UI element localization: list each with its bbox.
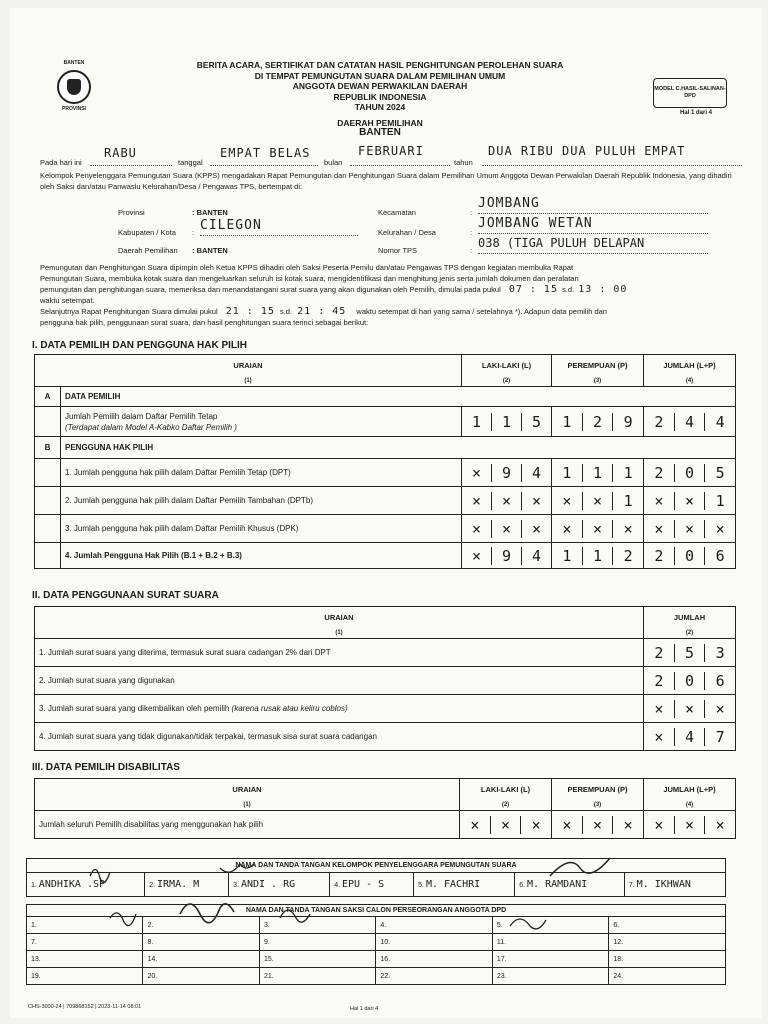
- kabupaten-label: Kabupaten / Kota: [118, 228, 176, 237]
- digit-box: ×: [471, 519, 482, 538]
- title-line: TAHUN 2024: [354, 102, 406, 112]
- procedure-paragraph: [40, 262, 740, 328]
- digit-box: ×: [654, 727, 664, 746]
- head-jumlah: JUMLAH (L+P): [644, 355, 736, 377]
- kecamatan-label: Kecamatan: [378, 208, 416, 217]
- digit-box: ×: [470, 815, 480, 834]
- section3-table: [34, 778, 736, 839]
- saksi-cell: 18.: [609, 951, 726, 968]
- provinsi-label: Provinsi: [118, 208, 145, 217]
- bulan-label: bulan: [324, 158, 343, 167]
- saksi-cell: 3.: [259, 917, 375, 934]
- b3-label: 3. Jumlah pengguna hak pilih dalam Daftar Pemilih Khusus (DPK): [61, 515, 462, 543]
- digit-box: 6: [704, 547, 735, 565]
- signature-mark: [180, 904, 234, 923]
- head-uraian: URAIAN: [35, 355, 462, 377]
- signature-mark: [280, 910, 310, 922]
- saksi-cell: 23.: [492, 968, 608, 985]
- col-num: (3): [552, 377, 644, 387]
- col-num: (3): [552, 801, 644, 811]
- procedure-line: pengguna hak pilih, penggunaan surat suara, dan hasil penghitungan suara terinci sebagai berikut:: [40, 318, 369, 327]
- digit-box: ×: [520, 816, 551, 834]
- digit-box: 1: [491, 413, 521, 431]
- saksi-cell: 19.: [27, 968, 143, 985]
- tps-label: Nomor TPS: [378, 246, 418, 255]
- digit-box: 5: [521, 413, 551, 431]
- digit-box: 2: [582, 413, 613, 431]
- kpps-title: NAMA DAN TANDA TANGAN KELOMPOK PENYELENGGARA PEMUNGUTAN SUARA: [27, 859, 726, 873]
- digit-box: ×: [490, 816, 521, 834]
- signature-mark: [90, 869, 110, 882]
- digit-box: 2: [654, 546, 664, 565]
- col-num: (1): [35, 377, 462, 387]
- logo-text-bottom: PROVINSI: [62, 106, 86, 112]
- digit-box: 6: [704, 672, 735, 690]
- digit-box: 0: [674, 672, 705, 690]
- saksi-cell: 14.: [143, 951, 259, 968]
- tanggal-value: EMPAT BELAS: [210, 146, 318, 166]
- kpps-name: ANDHIKA .SP: [38, 879, 106, 890]
- b4-label: 4. Jumlah Pengguna Hak Pilih (B.1 + B.2 + B.3): [61, 543, 462, 569]
- pada-hari-label: Pada hari ini: [40, 158, 82, 167]
- sd-label: s.d.: [279, 307, 293, 316]
- tps-value: 038 (TIGA PULUH DELAPAN: [478, 236, 708, 254]
- kpps-member: 6. M. RAMDANI: [515, 873, 625, 897]
- col-num: (2): [644, 629, 736, 639]
- saksi-cell: 17.: [492, 951, 608, 968]
- digit-box: 2: [654, 463, 664, 482]
- digit-box: ×: [471, 491, 482, 510]
- document-page: BANTEN PROVINSI BERITA ACARA, SERTIFIKAT DAN CATATAN HASIL PENGHITUNGAN PEROLEHAN SUARA DI TEMPAT PEMUNGUTAN SUARA DALAM PEMILIHAN UMUM ANGGOTA DEWAN PERWAKILAN DAERAH REPUBLIK INDONESIA TAHUN 2024 DAERAH PEMILIHAN BANTEN MODEL C.HASIL-SALINAN-DPD Hal 1 dari 4 Pada hari ini RABU tanggal EMPAT BELAS bulan FEBRUARI tahun DUA RIBU DUA PULUH EMPAT Kelompok Penyelenggara Pemungutan Suara (KPPS) mengadakan Rapat Pemungutan dan Penghitungan Suara dalam Pemilihan Umum Anggota Dewan Perwakilan Daerah Republik Indonesia, yang dihadiri oleh Saksi dan/atau Panwaslu Kelurahan/Desa / Pengawas TPS, bertempat di: Provinsi : BANTEN Kabupaten / Kota : CILEGON Daerah Pemilihan : BANTEN Kecamatan : JOMBANG Kelurahan / Desa : JOMBANG WETAN Nomor TPS : 038 (TIGA PULUH DELAPAN Pemungutan dan Penghitungan Suara dipimpin oleh Ketua KPPS dihadiri oleh Saksi Peserta Pemilu dan/atau Pengawas TPS dengan kegiatan membuka Rapat Pemungutan Suara, membuka kotak suara dan mengeluarkan seluruh isi kotak suara, mengidentifikasi dan menghitung jenis serta jumlah dokumen dan peralatan pemungutan dan penghitungan suara, memeriksa dan menandatangani surat suara yang akan digunakan oleh Pemilih, dimulai pada pukul 07 : 15 s.d. 13 : 00 waktu setempat. Selanjutnya Rapat Penghitungan Suara dimulai pukul 21 : 15 s.d. 21 : 45 waktu setempat di hari yang sama / setelahnya *). Adapun data pemilih dan pengguna hak pilih, penggunaan surat suara, dan hasil penghitungan suara terinci sebagai berikut: I. DATA PEMILIH DAN PENGGUNA HAK PILIH URAIAN LAKI-LAKI (L) PEREMPUAN (P) JUMLAH (L+P) (1) (2) (3) (4) A DATA PEMILIH Jumlah Pemilih dalam Daftar Pemilih Tetap (Terdapat dalam Model A-Kabko Daftar Pemilih ) 1 1 5 1 2 9 2 4 4 B PENGGUNA HAK PILIH 1. Jumlah pengguna hak pilih dalam Daftar Pemilih Tetap (DPT) × 9 4 1 1 1 2 0 5 2. Jumlah pengguna hak pilih dalam Daftar Pemilih Tambahan (DPTb) × × × × × 1 × × 1 3. Jumlah pengguna hak pilih dalam Daftar Pemilih Khusus (DPK) × × × × × × × × × 4. Jumlah Pengguna Hak Pilih (B.1 + B.2 + B.3) × 9 4 1 1 2 2 0 6 II. DATA PENGGUNAAN SURAT SUARA URAIAN JUMLAH (1) (2) 1. Jumlah surat suara yang diterima, termasuk surat suara cadangan 2% dari DPT 2 5 3 2. Jumlah surat suara yang digunakan 2 0 6 3. Jumlah surat suara yang dikembalikan oleh pemilih (karena rusak atau keliru coblos) × × × 4. Jumlah surat suara yang tidak digunakan/tidak terpakai, termasuk sisa surat suara cadangan × 4 7 III. DATA PEMILIH DISABILITAS URAIAN LAKI-LAKI (L) PEREMPUAN (P) JUMLAH (L+P) (1) (2) (3) (4) Jumlah seluruh Pemilih disabilitas yang menggunakan hak pilih × × × × × × × × × NAMA DAN TANDA TANGAN KELOMPOK PENYELENGGARA PEMUNGUTAN SUARA 1. ANDHIKA .SP 2. IRMA. M 3. ANDI . RG 4. EPU - S 5. M. FACHRI 6. M. RAMDANI 7. M. IKHWAN NAMA DAN TANDA TANGAN SAKSI CALON PERSEORANGAN ANGGOTA DPD 1. 2. 3. 4. 5. 6. 7. 8. 9. 10. 11. 12. 13. 14. 15. 16. 17. 18. 19. 20. 21. 22. 23. 24. CHS-3000-24 | 709868152 | 2023-11-14 08:01 Hal 1 dari 4: [10, 8, 762, 1018]
- digit-box: ×: [562, 519, 572, 538]
- logo-text-top: BANTEN: [63, 60, 85, 66]
- digit-box: 1: [612, 464, 643, 482]
- digit-box: ×: [704, 816, 735, 834]
- daerah-pemilihan-value: : BANTEN: [192, 246, 228, 255]
- digit-box: ×: [674, 700, 705, 718]
- saksi-cell: 1.: [27, 917, 143, 934]
- tahun-value: DUA RIBU DUA PULUH EMPAT: [482, 144, 742, 166]
- kpu-emblem-icon: [57, 70, 91, 104]
- digit-box: ×: [562, 815, 572, 834]
- digit-box: ×: [654, 491, 664, 510]
- digit-box: ×: [704, 520, 735, 538]
- b1-label: 1. Jumlah pengguna hak pilih dalam Daftar Pemilih Tetap (DPT): [61, 459, 462, 487]
- digit-box: ×: [654, 519, 664, 538]
- saksi-cell: 6.: [609, 917, 726, 934]
- penghitungan-end-time: 21 : 45: [297, 306, 347, 317]
- digit-box: 1: [704, 492, 735, 510]
- head-laki: LAKI-LAKI (L): [460, 779, 552, 801]
- kpps-name: EPU - S: [342, 879, 385, 890]
- saksi-cell: 7.: [27, 934, 143, 951]
- kpps-member: 3. ANDI . RG: [229, 873, 330, 897]
- saksi-cell: 10.: [376, 934, 492, 951]
- kpu-banten-logo: [52, 60, 96, 130]
- ss-r3-note: (karena rusak atau keliru coblos): [231, 704, 348, 713]
- tahun-label: tahun: [454, 158, 473, 167]
- title-line: BERITA ACARA, SERTIFIKAT DAN CATATAN HASIL PENGHITUNGAN PEROLEHAN SUARA: [196, 60, 564, 70]
- tanggal-label: tanggal: [178, 158, 203, 167]
- col-num: (1): [35, 629, 644, 639]
- pemungutan-end-time: 13 : 00: [578, 284, 628, 295]
- title-line: REPUBLIK INDONESIA: [333, 91, 427, 102]
- digit-box: 1: [582, 464, 613, 482]
- pemungutan-start-time: 07 : 15: [508, 284, 558, 295]
- saksi-cell: 24.: [609, 968, 726, 985]
- section1-title: I. DATA PEMILIH DAN PENGGUNA HAK PILIH: [32, 340, 247, 351]
- sd-label: s.d.: [562, 285, 575, 294]
- saksi-cell: 8.: [143, 934, 259, 951]
- kpps-member: 7. M. IKHWAN: [624, 873, 725, 897]
- kpps-member: 2. IRMA. M: [145, 873, 229, 897]
- signature-mark: [110, 913, 136, 926]
- saksi-title: NAMA DAN TANDA TANGAN SAKSI CALON PERSEORANGAN ANGGOTA DPD: [27, 905, 726, 917]
- digit-box: 9: [491, 547, 521, 565]
- head-jumlah: JUMLAH: [644, 607, 736, 629]
- dpt-label-line2: (Terdapat dalam Model A-Kabko Daftar Pemilih ): [65, 422, 237, 432]
- digit-box: ×: [471, 463, 482, 482]
- procedure-line: Pemungutan Suara, membuka kotak suara dan mengeluarkan seluruh isi kotak suara, mengidentifikasi dan menghitung jenis serta jumlah dokumen dan peralatan: [40, 274, 579, 283]
- ss-r4-label: 4. Jumlah surat suara yang tidak digunakan/tidak terpakai, termasuk sisa surat suara cadangan: [35, 723, 644, 751]
- saksi-cell: 4.: [376, 917, 492, 934]
- saksi-cell: 20.: [143, 968, 259, 985]
- col-num: (4): [644, 377, 736, 387]
- digit-box: 3: [704, 644, 735, 662]
- digit-box: ×: [562, 491, 572, 510]
- head-uraian: URAIAN: [35, 779, 460, 801]
- digit-box: 2: [654, 671, 664, 690]
- digit-box: ×: [674, 816, 705, 834]
- digit-box: 1: [471, 412, 482, 431]
- digit-box: ×: [521, 520, 551, 538]
- digit-box: 2: [654, 643, 664, 662]
- kpps-member: 1. ANDHIKA .SP: [27, 873, 145, 897]
- signature-mark: [220, 864, 254, 872]
- digit-box: ×: [582, 520, 613, 538]
- saksi-cell: 11.: [492, 934, 608, 951]
- digit-box: 2: [654, 412, 664, 431]
- kpps-name: M. FACHRI: [425, 879, 481, 890]
- digit-box: 9: [612, 413, 643, 431]
- digit-box: 1: [582, 547, 613, 565]
- head-uraian: URAIAN: [35, 607, 644, 629]
- ss-r1-label: 1. Jumlah surat suara yang diterima, termasuk surat suara cadangan 2% dari DPT: [35, 639, 644, 667]
- saksi-cell: 12.: [609, 934, 726, 951]
- dpt-label: [61, 407, 462, 437]
- kpps-member: 5. M. FACHRI: [414, 873, 515, 897]
- digit-box: ×: [654, 815, 664, 834]
- hari-value: RABU: [90, 146, 172, 166]
- digit-box: ×: [471, 546, 482, 565]
- ss-r3-label: [35, 695, 644, 723]
- saksi-cell: 15.: [259, 951, 375, 968]
- procedure-line: waktu setempat.: [40, 296, 95, 305]
- saksi-cell: 9.: [259, 934, 375, 951]
- digit-box: 2: [612, 547, 643, 565]
- procedure-line: Pemungutan dan Penghitungan Suara dipimpin oleh Ketua KPPS dihadiri oleh Saksi Peserta Pemilu dan/atau Pengawas TPS dengan kegiatan membuka Rapat: [40, 263, 574, 272]
- footer-code: CHS-3000-24 | 709868152 | 2023-11-14 08:01: [28, 1004, 142, 1010]
- procedure-line: pemungutan dan penghitungan suara, memeriksa dan menandatangani surat suara yang akan digunakan oleh Pemilih, dimulai pada pukul: [40, 285, 501, 294]
- provinsi-value: : BANTEN: [192, 208, 228, 217]
- section2-table: [34, 606, 736, 751]
- penghitungan-start-time: 21 : 15: [225, 306, 275, 317]
- digit-box: ×: [521, 492, 551, 510]
- digit-box: 5: [674, 644, 705, 662]
- section3-title: III. DATA PEMILIH DISABILITAS: [32, 762, 180, 773]
- digit-box: 4: [674, 728, 705, 746]
- digit-box: 1: [562, 546, 572, 565]
- digit-box: ×: [491, 520, 521, 538]
- digit-box: ×: [654, 699, 664, 718]
- digit-box: 9: [491, 464, 521, 482]
- digit-box: 5: [704, 464, 735, 482]
- saksi-cell: 21.: [259, 968, 375, 985]
- digit-box: 1: [562, 463, 572, 482]
- page-number: Hal 1 dari 4: [680, 110, 713, 116]
- procedure-line: Selanjutnya Rapat Penghitungan Suara dimulai pukul: [40, 307, 218, 316]
- daerah-label: DAERAH PEMILIHAN: [337, 117, 423, 128]
- digit-box: ×: [491, 492, 521, 510]
- kpps-name: M. RAMDANI: [527, 879, 588, 890]
- document-title: [160, 60, 600, 139]
- bulan-value: FEBRUARI: [350, 144, 450, 166]
- section1-table: [34, 354, 736, 569]
- digit-box: 0: [674, 464, 705, 482]
- col-num: (2): [462, 377, 552, 387]
- kabupaten-value: CILEGON: [200, 218, 358, 236]
- digit-box: 4: [674, 413, 705, 431]
- col-num: (4): [644, 801, 736, 811]
- digit-box: ×: [612, 816, 643, 834]
- digit-box: 1: [612, 492, 643, 510]
- footer-page: Hal 1 dari 4: [350, 1006, 379, 1012]
- digit-box: ×: [674, 520, 705, 538]
- digit-box: 0: [674, 547, 705, 565]
- head-perempuan: PEREMPUAN (P): [552, 355, 644, 377]
- signature-scribbles: [70, 856, 710, 946]
- kelurahan-value: JOMBANG WETAN: [478, 216, 708, 234]
- row-title-a: DATA PEMILIH: [61, 387, 736, 407]
- digit-box: ×: [704, 700, 735, 718]
- kpps-name: IRMA. M: [157, 879, 200, 890]
- dpt-label-line1: Jumlah Pemilih dalam Daftar Pemilih Tetap: [65, 411, 218, 421]
- kpps-member: 4. EPU - S: [330, 873, 414, 897]
- digit-box: 7: [704, 728, 735, 746]
- head-jumlah: JUMLAH (L+P): [644, 779, 736, 801]
- title-line: ANGGOTA DEWAN PERWAKILAN DAERAH: [292, 81, 468, 91]
- col-num: (2): [460, 801, 552, 811]
- kelurahan-label: Kelurahan / Desa: [378, 228, 436, 237]
- digit-box: ×: [612, 520, 643, 538]
- row-code-a: A: [35, 387, 61, 407]
- saksi-cell: 2.: [143, 917, 259, 934]
- model-box: MODEL C.HASIL-SALINAN-DPD: [653, 78, 727, 108]
- ss-r2-label: 2. Jumlah surat suara yang digunakan: [35, 667, 644, 695]
- kecamatan-value: JOMBANG: [478, 196, 708, 214]
- daerah-pemilihan-label: Daerah Pemilihan: [118, 246, 178, 255]
- b2-label: 2. Jumlah pengguna hak pilih dalam Daftar Pemilih Tambahan (DPTb): [61, 487, 462, 515]
- kpps-name: M. IKHWAN: [636, 879, 691, 890]
- saksi-cell: 16.: [376, 951, 492, 968]
- digit-box: 4: [521, 547, 551, 565]
- kpps-name: ANDI . RG: [240, 879, 296, 890]
- saksi-cell: 22.: [376, 968, 492, 985]
- intro-paragraph: Kelompok Penyelenggara Pemungutan Suara (KPPS) mengadakan Rapat Pemungutan dan Penghitungan Suara dalam Pemilihan Umum Anggota Dewan Perwakilan Daerah Republik Indonesia, yang dihadiri oleh Saksi dan/atau Panwaslu Kelurahan/Desa / Pengawas TPS, bertempat di:: [40, 171, 732, 191]
- disabilitas-label: Jumlah seluruh Pemilih disabilitas yang menggunakan hak pilih: [35, 811, 460, 839]
- row-title-b: PENGGUNA HAK PILIH: [61, 437, 736, 459]
- digit-box: ×: [674, 492, 705, 510]
- procedure-line: waktu setempat di hari yang sama / setelahnya *). Adapun data pemilih dan: [356, 307, 607, 316]
- saksi-cell: 13.: [27, 951, 143, 968]
- digit-box: 4: [704, 413, 735, 431]
- head-perempuan: PEREMPUAN (P): [552, 779, 644, 801]
- title-line: DI TEMPAT PEMUNGUTAN SUARA DALAM PEMILIHAN UMUM: [254, 70, 506, 81]
- digit-box: 1: [562, 412, 572, 431]
- saksi-cell: 5.: [492, 917, 608, 934]
- signature-mark: [550, 858, 610, 876]
- digit-box: ×: [582, 492, 613, 510]
- daerah-value: BANTEN: [359, 127, 401, 138]
- digit-box: 4: [521, 464, 551, 482]
- ss-r3-text: 3. Jumlah surat suara yang dikembalikan oleh pemilih: [39, 704, 232, 713]
- digit-box: ×: [582, 816, 613, 834]
- signature-mark: [510, 919, 546, 929]
- section2-title: II. DATA PENGGUNAAN SURAT SUARA: [32, 590, 219, 601]
- row-code-b: B: [35, 437, 61, 459]
- head-laki: LAKI-LAKI (L): [462, 355, 552, 377]
- col-num: (1): [35, 801, 460, 811]
